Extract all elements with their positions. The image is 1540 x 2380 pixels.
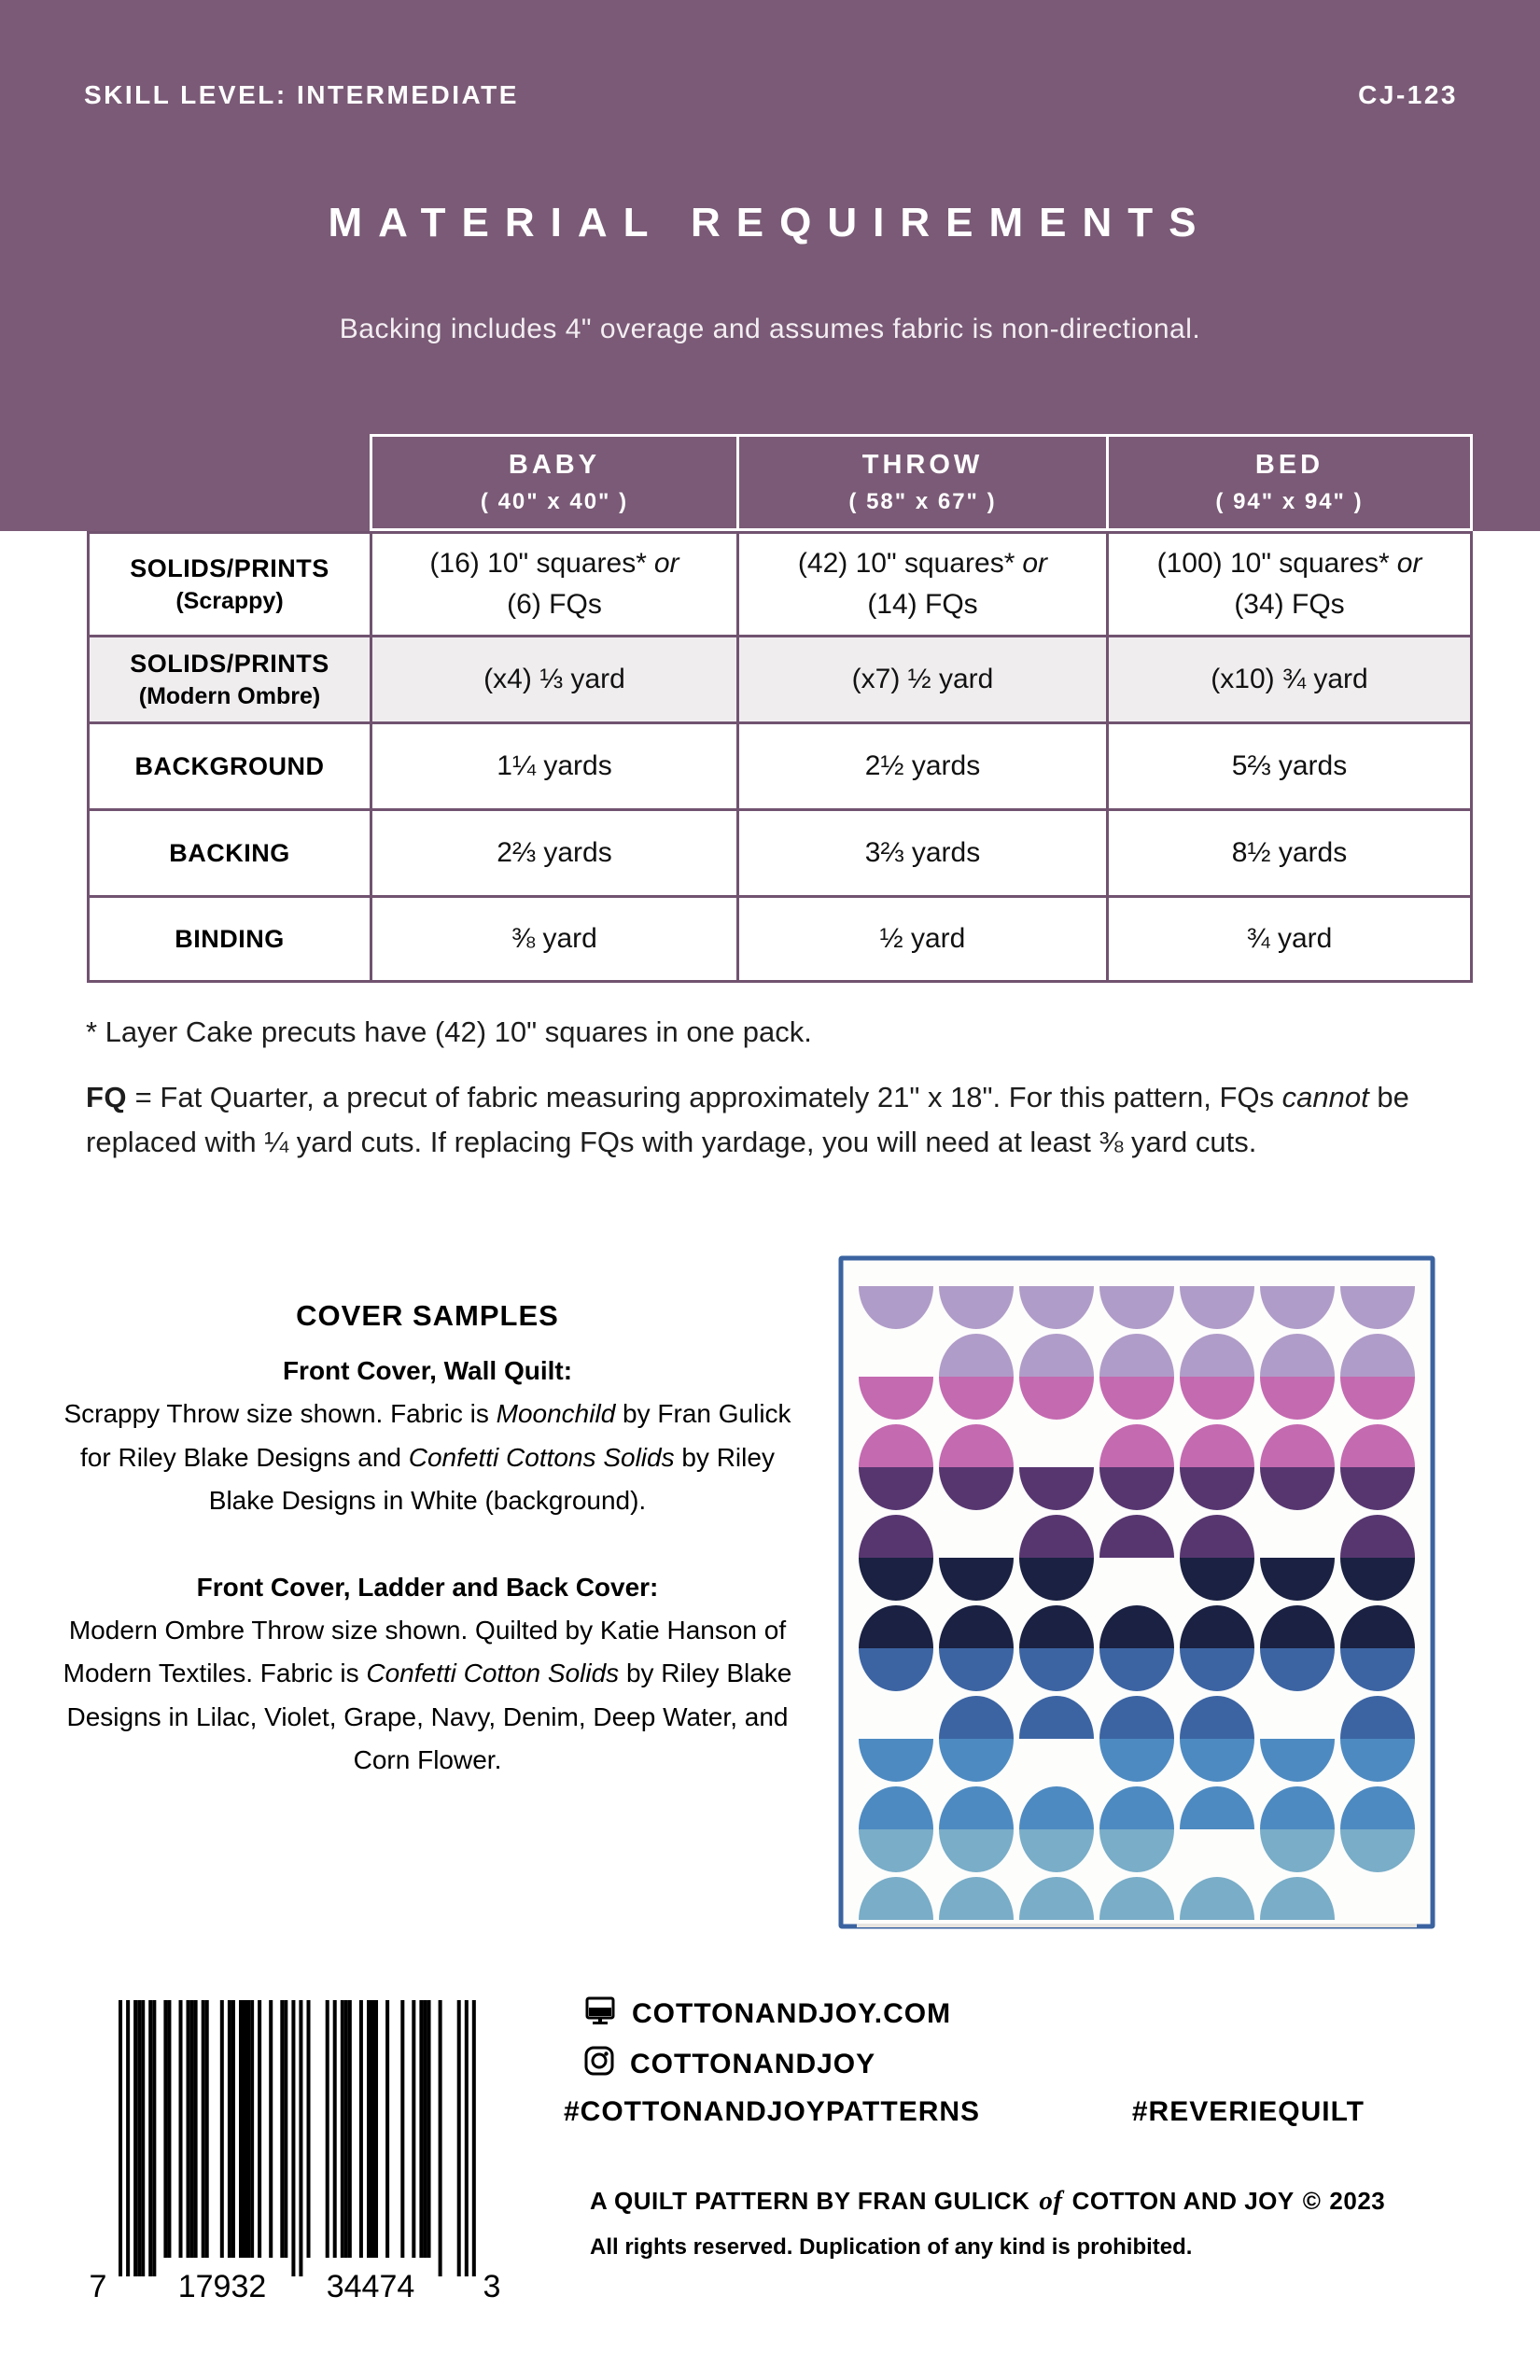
column-header-throw: [739, 437, 1106, 528]
quilt-photo: [838, 1255, 1435, 1929]
column-name: BED: [1254, 450, 1324, 480]
cell-binding-baby: ⅜ yard: [372, 898, 736, 980]
column-name: BABY: [508, 450, 601, 480]
cell-scrappy-bed: (100) 10" squares* or (34) FQs: [1109, 534, 1470, 635]
cell-backing-throw: 3⅔ yards: [739, 811, 1106, 895]
copyright-symbol: ©: [1302, 2187, 1322, 2215]
website-line: [583, 1994, 951, 2035]
cell-background-baby: 1¼ yards: [372, 724, 736, 808]
instagram-line: [583, 2044, 875, 2085]
cell-binding-bed: ¾ yard: [1109, 898, 1470, 980]
fq-note: FQ = Fat Quarter, a precut of fabric measuring approximately 21" x 18". For this pattern, FQs cannot be replaced with ¼ yard cuts. If replacing FQs with yardage, you will need at least ⅜ yard cuts.: [86, 1081, 1409, 1158]
instagram-icon: [583, 2045, 615, 2084]
cover-samples-heading: COVER SAMPLES: [296, 1299, 559, 1332]
cell-backing-baby: 2⅔ yards: [372, 811, 736, 895]
cell-background-throw: 2½ yards: [739, 724, 1106, 808]
barcode-svg: [90, 2000, 510, 2313]
star-note: * Layer Cake precuts have (42) 10" squares in one pack.: [86, 1015, 812, 1048]
copyright-year: 2023: [1329, 2187, 1386, 2215]
hashtags-row: [564, 2096, 1365, 2128]
cell-ombre-baby: (x4) ⅓ yard: [372, 637, 736, 721]
materials-table-header: [370, 434, 1473, 531]
barcode: [90, 2000, 510, 2317]
column-size: ( 58" x 67" ): [848, 489, 997, 514]
cover-samples-section: [54, 1299, 801, 1783]
column-header-baby: [372, 437, 736, 528]
column-size: ( 94" x 94" ): [1215, 489, 1364, 514]
svg-text:7: 7: [90, 2269, 107, 2304]
row-label-background: BACKGROUND: [90, 724, 370, 808]
hashtag-patterns: #COTTONANDJOYPATTERNS: [564, 2096, 981, 2127]
wall-quilt-title: Front Cover, Wall Quilt:: [282, 1356, 573, 1385]
cell-scrappy-throw: (42) 10" squares* or (14) FQs: [739, 534, 1106, 635]
credit-line: A QUILT PATTERN BY FRAN GULICK of COTTON AND JOY © 2023: [590, 2186, 1386, 2216]
page-title: MATERIAL REQUIREMENTS: [328, 200, 1212, 245]
cell-backing-bed: 8½ yards: [1109, 811, 1470, 895]
cell-background-bed: 5⅔ yards: [1109, 724, 1470, 808]
wall-quilt-description: Scrappy Throw size shown. Fabric is Moonchild by Fran Gulick for Riley Blake Designs and Confetti Cottons Solids by Riley Blake Designs in White (background).: [63, 1399, 791, 1515]
cell-ombre-bed: (x10) ¾ yard: [1109, 637, 1470, 721]
svg-text:17932: 17932: [177, 2269, 267, 2304]
website-url: COTTONANDJOY.COM: [632, 1998, 952, 2029]
svg-text:34474: 34474: [326, 2269, 415, 2304]
ladder-back-title: Front Cover, Ladder and Back Cover:: [196, 1572, 659, 1602]
hashtag-quilt: #REVERIEQUILT: [1131, 2096, 1365, 2127]
pattern-code: CJ-123: [1358, 80, 1458, 109]
row-label-solids-modern-ombre: SOLIDS/PRINTS (Modern Ombre): [90, 637, 370, 721]
row-label-solids-scrappy: SOLIDS/PRINTS (Scrappy): [90, 534, 370, 635]
row-label-backing: BACKING: [90, 811, 370, 895]
credit-of-word: of: [1039, 2186, 1063, 2216]
column-size: ( 40" x 40" ): [480, 489, 629, 514]
instagram-handle: COTTONANDJOY: [630, 2049, 876, 2079]
cell-ombre-throw: (x7) ½ yard: [739, 637, 1106, 721]
quilt-photo-svg: [838, 1255, 1435, 1929]
materials-table-body: [87, 531, 1473, 983]
cell-binding-throw: ½ yard: [739, 898, 1106, 980]
row-label-binding: BINDING: [90, 898, 370, 980]
column-header-bed: [1109, 437, 1470, 528]
ladder-back-description: Modern Ombre Throw size shown. Quilted by Katie Hanson of Modern Textiles. Fabric is Confetti Cotton Solids by Riley Blake Designs in Lilac, Violet, Grape, Navy, Denim, Deep Water, and Corn Flower.: [63, 1615, 792, 1774]
page-subtitle: Backing includes 4" overage and assumes fabric is non-directional.: [339, 314, 1201, 344]
monitor-icon: [583, 1994, 617, 2035]
column-name: THROW: [861, 450, 984, 480]
cell-scrappy-baby: (16) 10" squares* or (6) FQs: [372, 534, 736, 635]
svg-text:3: 3: [483, 2269, 501, 2304]
skill-level-label: SKILL LEVEL: INTERMEDIATE: [84, 80, 519, 109]
rights-line: All rights reserved. Duplication of any kind is prohibited.: [590, 2234, 1193, 2260]
